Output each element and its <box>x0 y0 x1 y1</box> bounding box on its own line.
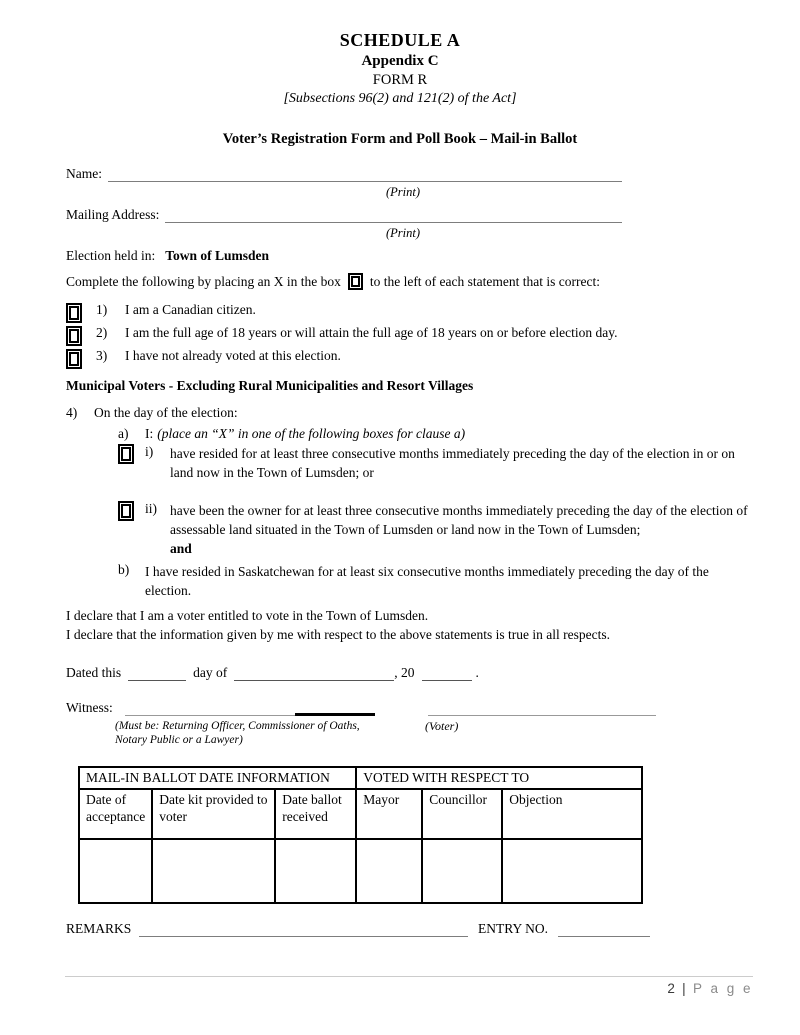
table-column-header-row <box>79 789 642 839</box>
clause-4a-instruction: (place an “X” in one of the following boxes for clause a) <box>157 426 466 441</box>
election-held-row <box>66 248 622 264</box>
statement-1-number: 1) <box>96 302 108 317</box>
clause-4-number: 4) <box>66 405 78 420</box>
clause-4a-ii-text <box>170 501 748 558</box>
clause-4a-ii-text-main: have been the owner for at least three consecutive months immediately preceding the day of the election of assessable land situated in the Town of Lumsden or land now in the Town of Lumsden; <box>170 503 748 537</box>
name-blank-line[interactable] <box>108 167 622 182</box>
election-held-label: Election held in: <box>66 248 156 263</box>
form-header <box>0 30 800 148</box>
statement-row-1 <box>66 302 766 323</box>
clause-4a-i-number: i) <box>145 444 154 459</box>
clause-4a-i-row <box>118 444 761 482</box>
witness-section <box>66 700 766 756</box>
municipal-voters-heading: Municipal Voters - Excluding Rural Municipalities and Resort Villages <box>66 378 474 393</box>
witness-signature-row <box>66 700 766 716</box>
col-header-objection: Objection <box>502 789 642 839</box>
sample-checkbox-inner <box>351 276 360 287</box>
declarations <box>66 607 766 644</box>
print-hint: (Print) <box>386 185 421 199</box>
dated-day-blank[interactable] <box>128 666 186 681</box>
clause-4a-number: a) <box>118 426 129 441</box>
form-number: FORM R <box>372 72 428 88</box>
clause-4a-row <box>118 426 761 442</box>
municipal-voters-section <box>66 378 761 600</box>
statement-3-checkbox[interactable] <box>66 349 82 369</box>
election-municipality-value: Town of Lumsden <box>165 248 270 263</box>
declaration-line-2: I declare that the information given by me with respect to the above statements is true in all respects. <box>66 626 610 642</box>
cell-objection[interactable] <box>502 839 642 903</box>
subsections-reference: [Subsections 96(2) and 121(2) of the Act] <box>283 91 517 106</box>
page-number-value: 2 <box>667 981 676 996</box>
print-hint: (Print) <box>386 226 421 240</box>
dated-year-blank[interactable] <box>422 666 472 681</box>
col-header-date-acceptance: Date of acceptance <box>79 789 152 839</box>
checkbox-inner <box>69 329 79 343</box>
mailing-address-blank-line[interactable] <box>165 208 622 223</box>
cell-date-ballot[interactable] <box>275 839 356 903</box>
statements-list <box>66 302 766 371</box>
checkbox-inner <box>121 504 131 518</box>
dated-row <box>66 665 479 681</box>
statement-2-text: I am the full age of 18 years or will attain the full age of 18 years on or before election day. <box>125 325 618 340</box>
mailing-address-row <box>66 204 622 223</box>
page-number-separator: | <box>682 981 687 996</box>
schedule-title: SCHEDULE A <box>339 30 461 50</box>
entry-no-blank-line[interactable] <box>558 922 650 937</box>
entry-no-label: ENTRY NO. <box>478 921 548 936</box>
voter-signature-line[interactable] <box>428 701 656 716</box>
instruction-text-before: Complete the following by placing an X in the box <box>66 273 341 289</box>
group-header-voted: VOTED WITH RESPECT TO <box>356 767 642 789</box>
dated-prefix: Dated this <box>66 665 122 680</box>
clause-4-text: On the day of the election: <box>94 405 238 420</box>
statement-1-checkbox[interactable] <box>66 303 82 323</box>
witness-qualification-line-2: Notary Public or a Lawyer) <box>115 734 243 746</box>
remarks-blank-line[interactable] <box>139 922 468 937</box>
clause-4a-ii-and: and <box>170 541 192 556</box>
statement-row-2 <box>66 325 766 346</box>
clause-4b-row <box>118 562 761 600</box>
clause-4a-ii-number: ii) <box>145 501 157 516</box>
checkbox-inner <box>121 447 131 461</box>
dated-year-prefix: , 20 <box>394 665 415 680</box>
cell-date-kit[interactable] <box>152 839 275 903</box>
col-header-date-ballot: Date ballot received <box>275 789 356 839</box>
col-header-councillor: Councillor <box>422 789 502 839</box>
name-label: Name: <box>66 166 102 181</box>
clause-4a-ii-checkbox[interactable] <box>118 501 134 521</box>
statement-row-3 <box>66 348 766 369</box>
witness-signature-line[interactable] <box>125 701 295 716</box>
witness-hints <box>66 716 766 756</box>
col-header-date-kit: Date kit provided to voter <box>152 789 275 839</box>
witness-qualification-hint <box>115 719 385 747</box>
instruction-text-after: to the left of each statement that is correct: <box>369 273 600 289</box>
footer-rule <box>65 976 753 977</box>
ballot-table-wrapper <box>78 766 643 904</box>
clause-4a-prefix: I: <box>145 426 154 441</box>
mail-in-ballot-table <box>78 766 643 904</box>
cell-mayor[interactable] <box>356 839 422 903</box>
clause-4b-text: I have resided in Saskatchewan for at least six consecutive months immediately preceding the day of the election. <box>145 564 709 598</box>
statement-3-number: 3) <box>96 348 108 363</box>
remarks-row <box>66 921 650 937</box>
statement-2-checkbox[interactable] <box>66 326 82 346</box>
checkbox-inner <box>69 306 79 320</box>
page-word: P a g e <box>692 981 753 996</box>
name-row <box>66 163 622 182</box>
statement-3-text: I have not already voted at this election. <box>125 348 341 363</box>
clause-4a-ii-row <box>118 501 761 558</box>
voter-hint: (Voter) <box>425 719 459 733</box>
appendix-title: Appendix C <box>361 53 439 69</box>
group-header-mail-in: MAIL-IN BALLOT DATE INFORMATION <box>79 767 356 789</box>
statement-2-number: 2) <box>96 325 108 340</box>
table-entry-row <box>79 839 642 903</box>
witness-label: Witness: <box>66 700 113 715</box>
clause-4b-number: b) <box>118 562 130 577</box>
dated-month-blank[interactable] <box>234 666 394 681</box>
table-group-header-row <box>79 767 642 789</box>
cell-date-acceptance[interactable] <box>79 839 152 903</box>
page-number <box>0 981 753 996</box>
cell-councillor[interactable] <box>422 839 502 903</box>
checkbox-inner <box>69 352 79 366</box>
sample-checkbox-icon <box>348 273 363 290</box>
clause-4a-i-checkbox[interactable] <box>118 444 134 464</box>
statement-1-text: I am a Canadian citizen. <box>125 302 256 317</box>
clause-4-row <box>66 405 761 421</box>
remarks-label: REMARKS <box>66 921 132 936</box>
declaration-line-1: I declare that I am a voter entitled to vote in the Town of Lumsden. <box>66 608 429 623</box>
col-header-mayor: Mayor <box>356 789 422 839</box>
clause-4a-i-text: have resided for at least three consecutive months immediately preceding the day of the election in or on land now in the Town of Lumsden; or <box>170 446 735 480</box>
checkbox-instructions <box>66 273 766 290</box>
witness-qualification-line-1: (Must be: Returning Officer, Commissioner of Oaths, <box>115 720 360 732</box>
dated-suffix: . <box>475 665 479 680</box>
form-title: Voter’s Registration Form and Poll Book – Mail-in Ballot <box>222 131 578 147</box>
witness-signature-line-bold[interactable] <box>295 700 375 716</box>
mailing-address-label: Mailing Address: <box>66 207 160 222</box>
identity-fields <box>66 163 622 264</box>
dated-middle: day of <box>193 665 228 680</box>
